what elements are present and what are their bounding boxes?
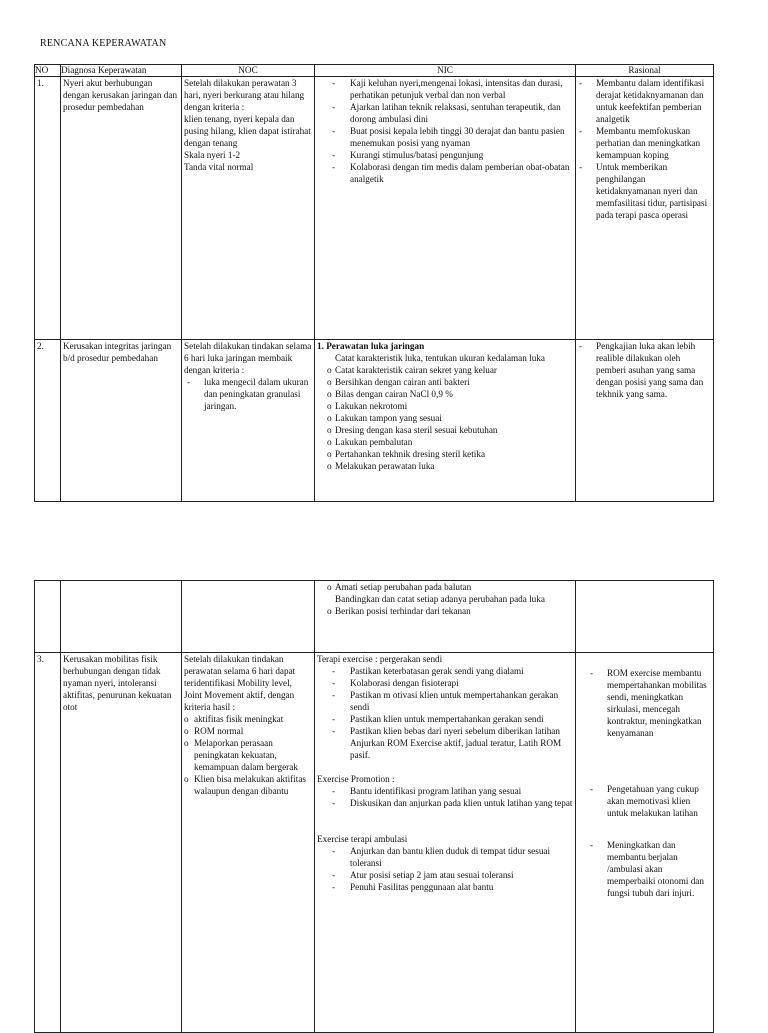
list-item: - Membantu memfokuskan perhatian dan meningkatkan kemampuan koping (578, 125, 711, 161)
rasional-list (578, 667, 711, 739)
list-item: - luka mengecil dalam ukuran dan peningkatan granulasi jaringan. (184, 376, 312, 412)
noc-cell (182, 653, 315, 1033)
diagnosa-cell (61, 77, 182, 340)
header-noc: NOC (182, 65, 315, 77)
list-item: o Bilas dengan cairan NaCl 0,9 % (317, 388, 573, 400)
list-item: - Kolaborasi dengan fisioterapi (317, 677, 573, 689)
list-item: - ROM exercise membantu mempertahankan mobilitas sendi, meningkatkan sirkulasi, mencegah kontraktur, meningkatkan kenyamanan (578, 667, 711, 739)
nic-text: Catat karakteristik luka, tentukan ukuran kedalaman luka (335, 353, 545, 363)
nic-text: Anjurkan ROM Exercise aktif, jadual teratur, Latih ROM pasif. (350, 738, 562, 760)
list-item: o Melakukan perawatan luka (317, 460, 573, 472)
list-item: o ROM normal (184, 725, 312, 737)
header-no: NO (35, 65, 61, 77)
noc-list (184, 376, 312, 412)
list-item: o Berikan posisi terhindar dari tekanan (317, 605, 573, 617)
list-item: - Pastikan m otivasi klien untuk mempertahankan gerakan sendi (317, 689, 573, 713)
nic-list (317, 845, 573, 893)
noc-text: Setelah dilakukan tindakan perawatan selama 6 hari dapat teridentifikasi Mobility level, Joint Movement aktif, dengan kriteria hasil : (184, 654, 296, 712)
noc-text: Tanda vital normal (184, 162, 254, 172)
list-item: - Pastikan klien bebas dari nyeri sebelum diberikan latihan (317, 725, 573, 737)
diagnosa-text: Nyeri akut berhubungan dengan kerusakan jaringan dan prosedur pembedahan (63, 78, 178, 112)
diagnosa-text: Kerusakan integritas jaringan b/d prosedur pembedahan (63, 341, 172, 363)
noc-cell (182, 77, 315, 340)
nic-heading: Terapi exercise : pergerakan sendi (317, 654, 443, 664)
list-item: - Pastikan klien untuk mempertahankan gerakan sendi (317, 713, 573, 725)
list-item: - Diskusikan dan anjurkan pada klien untuk latihan yang tepat (317, 797, 573, 809)
row-number: 3. (35, 653, 61, 1033)
rasional-list (578, 340, 711, 400)
rasional-list (578, 839, 711, 899)
row-number (35, 581, 61, 653)
header-nic: NIC (315, 65, 576, 77)
list-item: - Pengkajian luka akan lebih realible dilakukan oleh pemberi asuhan yang sama dengan posisi yang sama dan tekhnik yang sama. (578, 340, 711, 400)
noc-text: Skala nyeri 1-2 (184, 150, 241, 160)
header-diagnosa: Diagnosa Keperawatan (61, 65, 182, 77)
list-item: - Buat posisi kepala lebih tinggi 30 derajat dan bantu pasien menemukan posisi yang nyaman (317, 125, 573, 149)
nursing-care-plan-table-continued (34, 580, 714, 1033)
nic-text: Bandingkan dan catat setiap adanya perubahan pada luka (335, 594, 545, 604)
noc-text: Setelah dilakukan tindakan selama 6 hari luka jaringan membaik dengan kriteria : (184, 341, 312, 375)
nic-cell (315, 653, 576, 1033)
list-item: - Kurangi stimulus/batasi pengunjung (317, 149, 573, 161)
noc-cell (182, 581, 315, 653)
nursing-care-plan-table (34, 64, 714, 502)
nic-list (317, 785, 573, 809)
rasional-cell (576, 77, 714, 340)
list-item: - Pastikan keterbatasan gerak sendi yang dialami (317, 665, 573, 677)
list-item: o Catat karakteristik cairan sekret yang keluar (317, 364, 573, 376)
table-row (35, 581, 714, 653)
nic-heading: 1. Perawatan luka jaringan (317, 341, 425, 351)
table-header-row (35, 65, 714, 77)
nic-cell (315, 581, 576, 653)
list-item: - Untuk memberikan penghilangan ketidaknyamanan nyeri dan memfasilitasi tidur, partisipasi pada terapi pasca operasi (578, 161, 711, 221)
list-item: - Ajarkan latihan teknik relaksasi, sentuhan terapeutik, dan dorong ambulasi dini (317, 101, 573, 125)
rasional-list (578, 77, 711, 221)
nic-heading: Exercise terapi ambulasi (317, 834, 408, 844)
table-row (35, 653, 714, 1033)
noc-text: klien tenang, nyeri kepala dan pusing hilang, klien dapat istirahat dengan tenang (184, 114, 311, 148)
list-item: o Pertahankan tekhnik dresing steril ketika (317, 448, 573, 460)
list-item: o Amati setiap perubahan pada balutan (317, 581, 573, 593)
nic-cell (315, 77, 576, 340)
nic-list (317, 581, 573, 593)
list-item: o Melaporkan perasaan peningkatan kekuatan, kemampuan dalam bergerak (184, 737, 312, 773)
list-item: - Kaji keluhan nyeri,mengenai lokasi, intensitas dan durasi, perhatikan petunjuk verbal dan non verbal (317, 77, 573, 101)
noc-list (184, 713, 312, 797)
list-item: - Pengetahuan yang cukup akan memotivasi klien untuk melakukan latihan (578, 783, 711, 819)
rasional-cell (576, 653, 714, 1033)
document-title: RENCANA KEPERAWATAN (40, 38, 167, 49)
rasional-cell (576, 340, 714, 502)
diagnosa-cell (61, 581, 182, 653)
list-item: o Lakukan pembalutan (317, 436, 573, 448)
list-item: - Anjurkan dan bantu klien duduk di tempat tidur sesuai toleransi (317, 845, 573, 869)
rasional-cell (576, 581, 714, 653)
table-row (35, 340, 714, 502)
nic-list (317, 364, 573, 472)
table-row (35, 77, 714, 340)
list-item: o Lakukan tampon yang sesuai (317, 412, 573, 424)
list-item: o Bersihkan dengan cairan anti bakteri (317, 376, 573, 388)
list-item: o Lakukan nekrotomi (317, 400, 573, 412)
nic-cell (315, 340, 576, 502)
list-item: - Atur posisi setiap 2 jam atau sesuai toleransi (317, 869, 573, 881)
nic-list (317, 77, 573, 185)
list-item: - Meningkatkan dan membantu berjalan /ambulasi akan memperbaiki otonomi dan fungsi tubuh dari injuri. (578, 839, 711, 899)
nic-list (317, 665, 573, 737)
diagnosa-cell (61, 653, 182, 1033)
list-item: - Membantu dalam identifikasi derajat ketidaknyamanan dan untuk keefektifan pemberian analgetik (578, 77, 711, 125)
nic-list (317, 605, 573, 617)
list-item: o aktifitas fisik meningkat (184, 713, 312, 725)
nic-heading: Exercise Promotion : (317, 774, 395, 784)
diagnosa-cell (61, 340, 182, 502)
list-item: - Bantu identifikasi program latihan yang sesuai (317, 785, 573, 797)
noc-text: Setelah dilakukan perawatan 3 hari, nyeri berkurang atau hilang dengan kriteria : (184, 78, 305, 112)
noc-cell (182, 340, 315, 502)
row-number: 1. (35, 77, 61, 340)
list-item: o Dresing dengan kasa steril sesuai kebutuhan (317, 424, 573, 436)
header-rasional: Rasional (576, 65, 714, 77)
list-item: o Klien bisa melakukan aktifitas walaupun dengan dibantu (184, 773, 312, 797)
list-item: - Penuhi Fasilitas penggunaan alat bantu (317, 881, 573, 893)
row-number: 2. (35, 340, 61, 502)
rasional-list (578, 783, 711, 819)
list-item: - Kolaborasi dengan tim medis dalam pemberian obat-obatan analgetik (317, 161, 573, 185)
diagnosa-text: Kerusakan mobilitas fisik berhubungan dengan tidak nyaman nyeri, intoleransi aktifitas, penurunan kekuatan otot (63, 654, 172, 712)
